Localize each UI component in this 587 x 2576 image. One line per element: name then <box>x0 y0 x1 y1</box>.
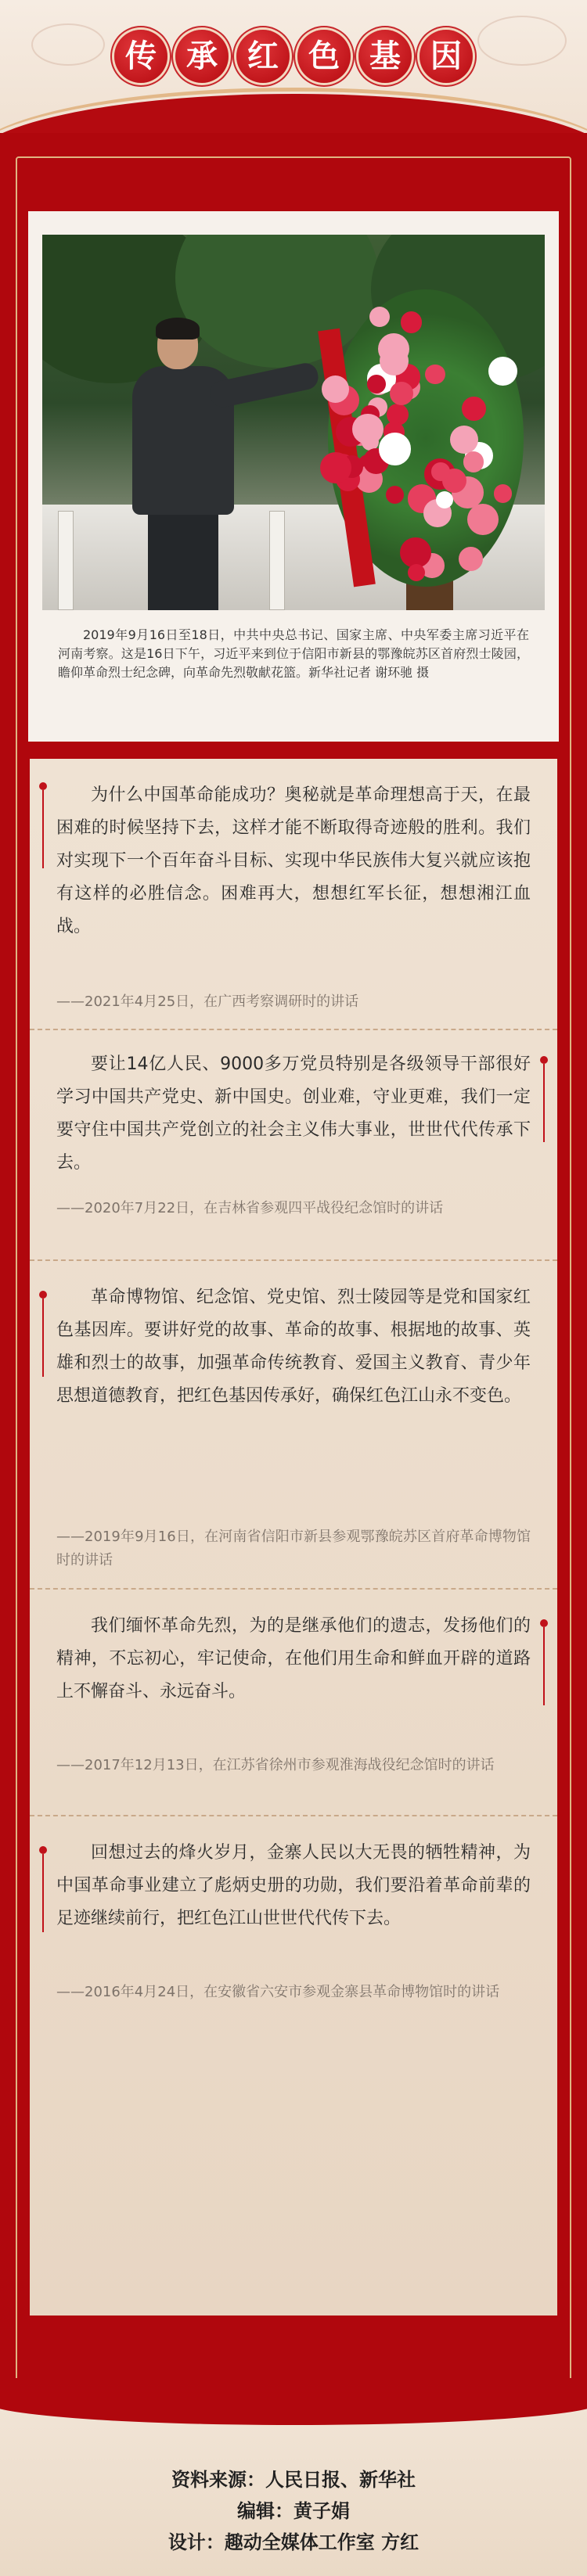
credit-source: 资料来源：人民日报、新华社 <box>171 2469 416 2491</box>
flower-shape <box>401 311 422 332</box>
title-char: 传 <box>114 30 167 83</box>
flower-shape <box>494 484 513 503</box>
red-accent-line <box>42 1299 44 1377</box>
flower-shape <box>459 547 483 571</box>
flower-shape <box>463 451 484 472</box>
flower-shape <box>462 397 486 421</box>
dashed-divider <box>30 1259 557 1261</box>
red-accent-line <box>543 1064 545 1142</box>
quote-source: ——2019年9月16日，在河南省信阳市新县参观鄂豫皖苏区首府革命博物馆时的讲话 <box>56 1529 531 1568</box>
red-accent-line <box>42 790 44 868</box>
person-figure <box>124 321 242 610</box>
quotes-panel <box>30 759 557 2316</box>
red-accent-line <box>42 1854 44 1932</box>
photo-caption: 2019年9月16日至18日，中共中央总书记、国家主席、中央军委主席习近平在河南考察。这是16日下午，习近平来到位于信阳市新县的鄂豫皖苏区首府烈士陵园，瞻仰革命烈士纪念碑，向革命先烈敬献花篮。新华社记者 谢环驰 摄 <box>58 627 529 680</box>
flower-shape <box>431 462 450 481</box>
quote-source: ——2017年12月13日，在江苏省徐州市参观淮海战役纪念馆时的讲话 <box>56 1757 495 1773</box>
red-accent-dot <box>540 1619 548 1627</box>
red-accent-line <box>543 1627 545 1705</box>
quote-text: 我们缅怀革命先烈，为的是继承他们的遗志，发扬他们的精神，不忘初心，牢记使命，在他们用生命和鲜血开辟的道路上不懈奋斗、永远奋斗。 <box>56 1616 531 1701</box>
red-accent-dot <box>540 1056 548 1064</box>
quote-text: 要让14亿人民、9000多万党员特别是各级领导干部很好学习中国共产党史、新中国史。创业难，守业更难，我们一定要守住中国共产党创立的社会主义伟大事业，世世代代传承下去。 <box>56 1054 531 1173</box>
flower-shape <box>379 433 411 465</box>
person-legs <box>148 512 218 610</box>
flower-shape <box>390 382 413 405</box>
red-accent-dot <box>39 1846 47 1854</box>
news-photo <box>42 235 545 610</box>
quote-text: 为什么中国革命能成功？奥秘就是革命理想高于天，在最困难的时候坚持下去，这样才能不断取得奇迹般的胜利。我们对实现下一个百年奋斗目标、实现中华民族伟大复兴就应该抱有这样的必胜信念。困难再大，想想红军长征，想想湘江血战。 <box>56 785 531 936</box>
flower-shape <box>367 375 386 393</box>
photo-card <box>28 211 559 742</box>
title-char: 因 <box>420 30 473 83</box>
person-hair <box>156 318 200 340</box>
quote-text: 回想过去的烽火岁月，金寨人民以大无畏的牺牲精神，为中国革命事业建立了彪炳史册的功勋，我们要沿着革命前辈的足迹继续前行，把红色江山世世代代传下去。 <box>56 1843 531 1928</box>
balustrade-post <box>58 511 74 610</box>
credit-design: 设计：趣动全媒体工作室 方红 <box>167 2531 420 2553</box>
quote-source: ——2016年4月24日，在安徽省六安市参观金寨县革命博物馆时的讲话 <box>56 1984 500 2000</box>
title-char: 色 <box>297 30 351 83</box>
flower-shape <box>408 564 425 581</box>
title-char: 红 <box>236 30 290 83</box>
flower-wreath <box>320 289 539 610</box>
flower-shape <box>352 414 384 445</box>
dashed-divider <box>30 1588 557 1590</box>
page-title <box>0 30 587 83</box>
dashed-divider <box>30 1029 557 1030</box>
quote-source: ——2020年7月22日，在吉林省参观四平战役纪念馆时的讲话 <box>56 1200 444 1216</box>
quote-source: ——2021年4月25日，在广西考察调研时的讲话 <box>56 993 359 1010</box>
dashed-divider <box>30 1815 557 1816</box>
flower-shape <box>322 375 349 403</box>
flower-shape <box>425 365 445 384</box>
title-char: 承 <box>175 30 229 83</box>
red-accent-dot <box>39 782 47 790</box>
credit-editor: 编辑：黄子娟 <box>237 2500 350 2522</box>
person-arm <box>207 361 320 409</box>
flower-shape <box>488 357 517 386</box>
quote-text: 革命博物馆、纪念馆、党史馆、烈士陵园等是党和国家红色基因库。要讲好党的故事、革命的故事、根据地的故事、英雄和烈士的故事，加强革命传统教育、爱国主义教育、青少年思想道德教育，把红色基因传承好，确保红色江山永不变色。 <box>56 1288 531 1406</box>
red-accent-dot <box>39 1291 47 1299</box>
red-wave <box>0 2378 587 2425</box>
flower-shape <box>450 426 478 454</box>
title-char: 基 <box>358 30 412 83</box>
credits-footer <box>0 2378 587 2576</box>
balustrade-post <box>269 511 285 610</box>
flower-shape <box>320 452 351 483</box>
